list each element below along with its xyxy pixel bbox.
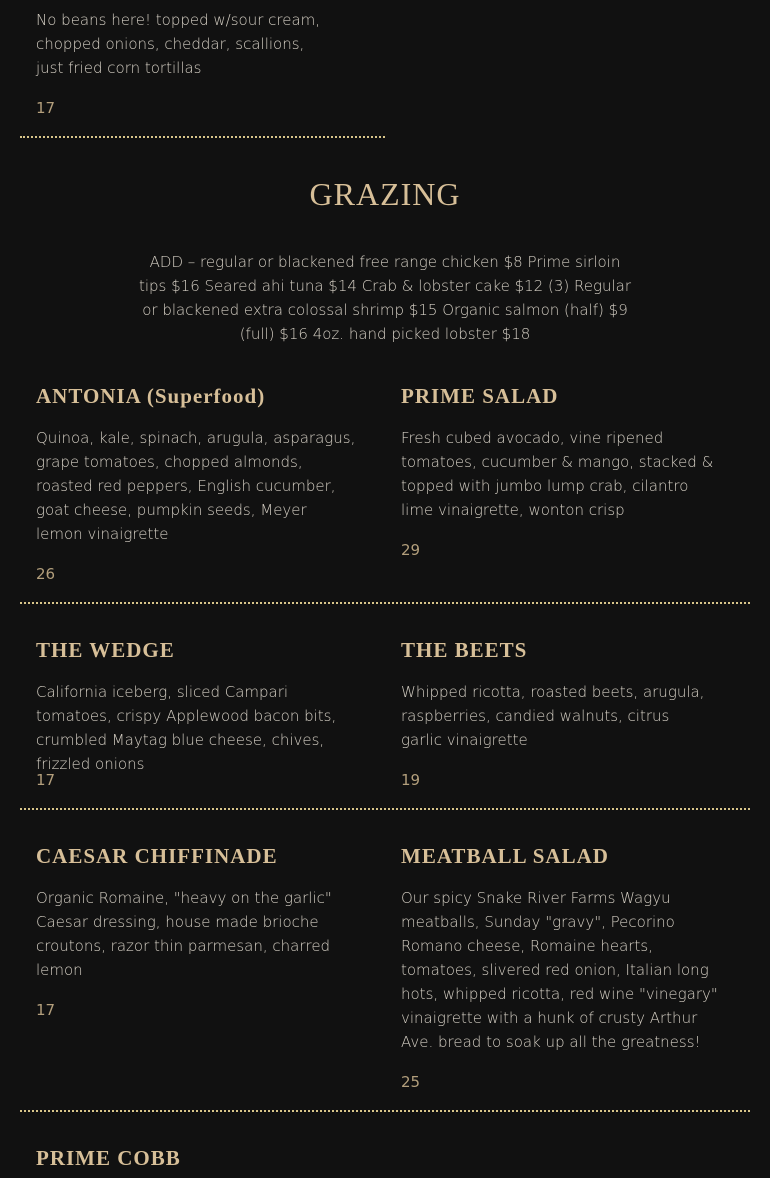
- menu-item-title: THE WEDGE: [36, 638, 175, 662]
- menu-item-title: PRIME COBB: [36, 1146, 181, 1170]
- item-divider: [20, 602, 750, 604]
- menu-item-title: ANTONIA (Superfood): [36, 384, 266, 408]
- menu-item-description: No beans here! topped w/sour cream, chopped onions, cheddar, scallions, just fried corn tortillas: [36, 11, 321, 77]
- menu-item-title: PRIME SALAD: [401, 384, 559, 408]
- item-divider: [20, 1110, 750, 1112]
- menu-item-price: 19: [401, 771, 421, 789]
- menu-item-price: 26: [36, 565, 56, 583]
- menu-item-price: 17: [36, 1001, 56, 1019]
- section-add-ons-note: ADD – regular or blackened free range chicken $8 Prime sirloin tips $16 Seared ahi tuna $14 Crab & lobster cake $12 (3) Regular or blackened extra colossal shrimp $15 Organic salmon (half) $9 (full) $16 4oz. hand picked lobster $18: [138, 253, 632, 343]
- menu-item-description: California iceberg, sliced Campari tomatoes, crispy Applewood bacon bits, crumbled Maytag blue cheese, chives, frizzled onions: [36, 683, 337, 773]
- menu-item-title: CAESAR CHIFFINADE: [36, 844, 278, 868]
- item-divider: [20, 136, 385, 138]
- section-title: GRAZING: [309, 176, 461, 212]
- menu-item-description: Our spicy Snake River Farms Wagyu meatballs, Sunday "gravy", Pecorino Romano cheese, Romaine hearts, tomatoes, slivered red onion, Italian long hots, whipped ricotta, red wine "vinegary" vinaigrette with a hunk of crusty Arthur Ave. bread to soak up all the greatness!: [401, 889, 718, 1051]
- menu-item-price: 17: [36, 99, 56, 117]
- menu-item-description: Whipped ricotta, roasted beets, arugula, raspberries, candied walnuts, citrus garlic vinaigrette: [401, 683, 705, 749]
- menu-item-price: 25: [401, 1073, 421, 1091]
- menu-item-description: Quinoa, kale, spinach, arugula, asparagus, grape tomatoes, chopped almonds, roasted red peppers, English cucumber, goat cheese, pumpkin seeds, Meyer lemon vinaigrette: [36, 429, 356, 543]
- menu-item-title: MEATBALL SALAD: [401, 844, 609, 868]
- menu-item-price: 29: [401, 541, 421, 559]
- menu-item-description: Organic Romaine, "heavy on the garlic" Caesar dressing, house made brioche croutons, razor thin parmesan, charred lemon: [36, 889, 332, 979]
- menu-item-price: 17: [36, 771, 56, 789]
- item-divider: [20, 808, 750, 810]
- menu-item-description: Fresh cubed avocado, vine ripened tomatoes, cucumber & mango, stacked & topped with jumbo lump crab, cilantro lime vinaigrette, wonton crisp: [401, 429, 714, 519]
- menu-item-title: THE BEETS: [401, 638, 528, 662]
